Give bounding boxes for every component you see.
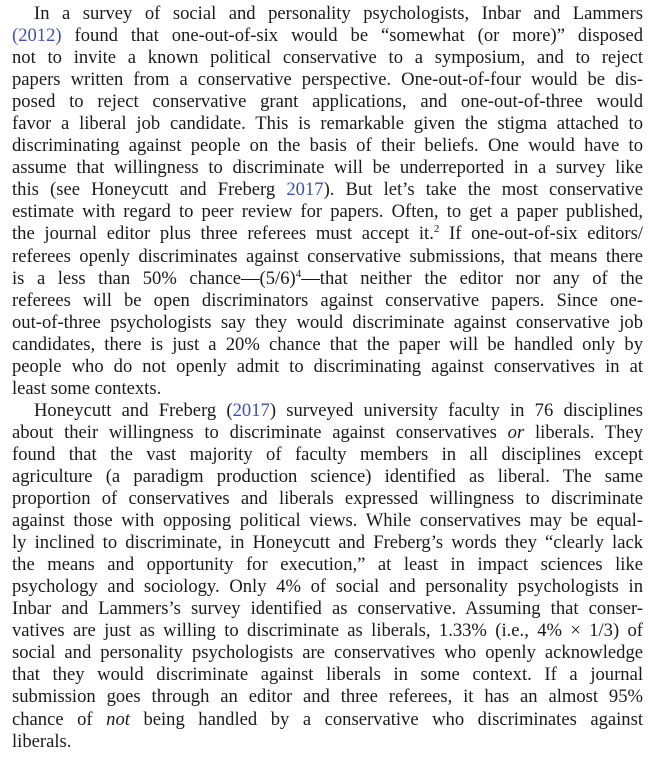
text-line: Inbar and Lammers’s survey identified as conservative. Assuming that conser- — [12, 598, 643, 620]
citation-link[interactable]: 2017 — [232, 399, 270, 421]
text-line: the means and opportunity for execution,” at least in impact sciences like — [12, 554, 643, 576]
text-line: In a survey of social and personality psychologists, Inbar and Lammers — [34, 3, 643, 24]
text-line: posed to reject conservative grant applications, and one-out-of-three would — [12, 91, 643, 113]
paragraph-2 — [12, 400, 643, 753]
text-line: about their willingness to discriminate against conservatives or liberals. They — [12, 421, 643, 443]
text-line: vatives are just as willing to discriminate as liberals, 1.33% (i.e., 4% × 1/3) of — [12, 620, 643, 642]
text-line: papers written from a conservative perspective. One-out-of-four would be dis- — [12, 69, 643, 91]
text-line: that they would discriminate against liberals in some context. If a journal — [12, 664, 643, 686]
text-line: out-of-three psychologists say they would discriminate against conservative job — [12, 311, 643, 333]
text-line: estimate with regard to peer review for papers. Often, to get a paper published, — [12, 201, 643, 223]
text-line: assume that willingness to discriminate will be underreported in a survey like — [12, 157, 643, 179]
text-line: referees openly discriminates against conservative submissions, that means there — [12, 245, 643, 267]
text-line: Honeycutt and Freberg (2017) surveyed university faculty in 76 disciplines — [34, 399, 643, 421]
paragraph-1 — [12, 3, 643, 400]
body-text — [12, 3, 643, 753]
text-line: ly inclined to discriminate, in Honeycutt and Freberg’s words they “clearly lack — [12, 532, 643, 554]
text-line: social and personality psychologists are conservatives who openly acknowledge — [12, 642, 643, 664]
text-line: the journal editor plus three referees must accept it.$^2$ If one-out-of-six editors/ — [12, 223, 643, 245]
text-line: people who do not openly admit to discriminating against conservatives in at — [12, 355, 643, 377]
text-line: is a less than 50% $chance—(5/6)^4—that$ neither the editor nor any of the — [12, 267, 643, 289]
emphasis: not — [106, 708, 130, 730]
text-line: found that the vast majority of faculty members in all disciplines except — [12, 443, 643, 465]
footnote-marker[interactable]: 4 — [295, 267, 302, 280]
text-line: favor a liberal job candidate. This is remarkable given the stigma attached to — [12, 113, 643, 135]
text-line: liberals. — [12, 730, 72, 752]
text-line: candidates, there is just a 20% chance that the paper will be handled only by — [12, 333, 643, 355]
text-line: chance of not being handled by a conservative who discriminates against — [12, 708, 643, 730]
text-line: submission goes through an editor and three referees, it has an almost 95% — [12, 686, 643, 708]
text-line: referees will be open discriminators against conservative papers. Since one- — [12, 289, 643, 311]
text-line: against those with opposing political views. While conservatives may be equal- — [12, 510, 643, 532]
text-line: discriminating against people on the basis of their beliefs. One would have to — [12, 135, 643, 157]
text-line: proportion of conservatives and liberals expressed willingness to discriminate — [12, 488, 643, 510]
text-line: least some contexts. — [12, 377, 162, 399]
text-line: this (see Honeycutt and Freberg 2017). But let’s take the most conservative — [12, 179, 643, 201]
text-line: (2012) found that one-out-of-six would be “somewhat (or more)” disposed — [12, 25, 643, 47]
emphasis: or — [507, 421, 525, 443]
footnote-marker[interactable]: 2 — [433, 223, 440, 236]
citation-link[interactable]: (2012) — [12, 25, 62, 47]
citation-link[interactable]: 2017 — [286, 179, 324, 201]
text-line: psychology and sociology. Only 4% of social and personality psychologists in — [12, 576, 643, 598]
text-line: agriculture (a paradigm production science) identified as liberal. The same — [12, 465, 643, 487]
text-line: not to invite a known political conservative to a symposium, and to reject — [12, 47, 643, 69]
